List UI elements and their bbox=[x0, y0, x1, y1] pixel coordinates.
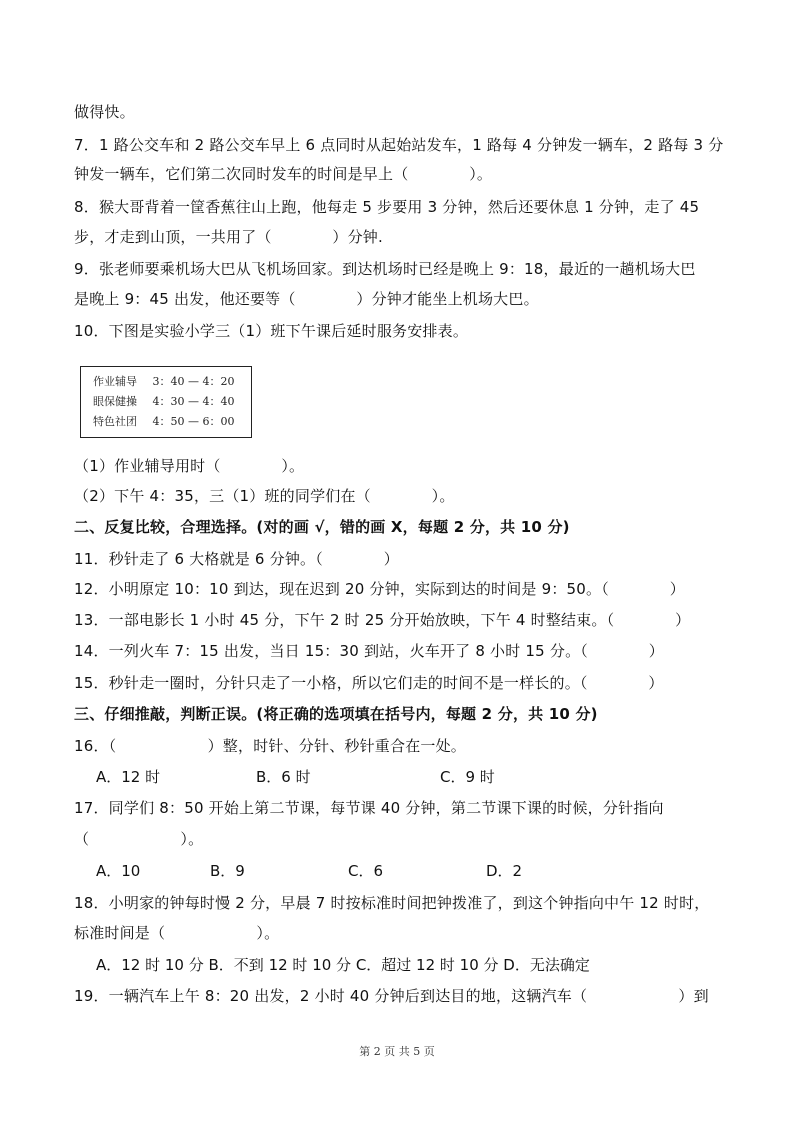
question-18-line-1: 18．小明家的钟每时慢 2 分，早晨 7 时按标准时间把钟拨准了，到这个钟指向中午 12 时时， bbox=[74, 894, 710, 912]
question-17-line-1: 17．同学们 8：50 开始上第二节课，每节课 40 分钟，第二节课下课的时候，分针指向 bbox=[74, 799, 664, 817]
question-17-line-2: （ ）。 bbox=[74, 830, 204, 848]
schedule-time: 4：30 — 4：40 bbox=[152, 395, 235, 408]
option-b: B．9 bbox=[210, 862, 245, 880]
section-2-heading: 二、反复比较，合理选择。(对的画 √，错的画 X，每题 2 分，共 10 分) bbox=[74, 518, 570, 536]
schedule-row bbox=[93, 395, 234, 409]
question-10-part-1: （1）作业辅导用时（ ）。 bbox=[74, 457, 305, 475]
schedule-table bbox=[80, 366, 252, 438]
question-9-line-2: 是晚上 9：45 出发，他还要等（ ）分钟才能坐上机场大巴。 bbox=[74, 290, 539, 308]
question-14: 14．一列火车 7：15 出发，当日 15：30 到站，火车开了 8 小时 15 分。（ ） bbox=[74, 642, 664, 660]
question-9-line-1: 9．张老师要乘机场大巴从飞机场回家。到达机场时已经是晚上 9：18，最近的一趟机场大巴 bbox=[74, 260, 696, 278]
question-8-line-1: 8．猴大哥背着一筐香蕉往山上跑，他每走 5 步要用 3 分钟，然后还要休息 1 分钟，走了 45 bbox=[74, 198, 700, 216]
question-18-line-2: 标准时间是（ ）。 bbox=[74, 924, 280, 942]
question-16: 16．（ ）整，时针、分针、秒针重合在一处。 bbox=[74, 737, 466, 755]
schedule-activity: 眼保健操 bbox=[93, 395, 137, 408]
question-12: 12．小明原定 10：10 到达，现在迟到 20 分钟，实际到达的时间是 9：50。（ ） bbox=[74, 580, 685, 598]
question-15: 15．秒针走一圈时，分针只走了一小格，所以它们走的时间不是一样长的。（ ） bbox=[74, 674, 664, 692]
page-footer: 第 2 页 共 5 页 bbox=[359, 1045, 435, 1058]
question-19-line-1: 19．一辆汽车上午 8：20 出发，2 小时 40 分钟后到达目的地，这辆汽车（ ）到 bbox=[74, 987, 709, 1005]
schedule-row bbox=[93, 415, 234, 429]
question-7-line-1: 7．1 路公交车和 2 路公交车早上 6 点同时从起始站发车，1 路每 4 分钟发一辆车，2 路每 3 分 bbox=[74, 136, 724, 154]
option-b: B．6 时 bbox=[256, 768, 311, 786]
schedule-time: 4：50 — 6：00 bbox=[152, 415, 235, 428]
option-a: A．10 bbox=[96, 862, 141, 880]
schedule-row bbox=[93, 375, 234, 389]
question-13: 13．一部电影长 1 小时 45 分，下午 2 时 25 分开始放映，下午 4 时整结束。（ ） bbox=[74, 611, 691, 629]
option-d: D．2 bbox=[486, 862, 523, 880]
question-18-options: A．12 时 10 分 B．不到 12 时 10 分 C．超过 12 时 10 分 D．无法确定 bbox=[96, 956, 590, 974]
option-a: A．12 时 bbox=[96, 768, 161, 786]
schedule-time: 3：40 — 4：20 bbox=[152, 375, 235, 388]
option-c: C．9 时 bbox=[440, 768, 495, 786]
question-11: 11．秒针走了 6 大格就是 6 分钟。（ ） bbox=[74, 550, 399, 568]
schedule-activity: 作业辅导 bbox=[93, 375, 137, 388]
question-8-line-2: 步，才走到山顶，一共用了（ ）分钟. bbox=[74, 228, 383, 246]
question-7-line-2: 钟发一辆车，它们第二次同时发车的时间是早上（ ）。 bbox=[74, 165, 493, 183]
option-c: C．6 bbox=[348, 862, 384, 880]
text-line: 做得快。 bbox=[74, 103, 135, 121]
schedule-activity: 特色社团 bbox=[93, 415, 137, 428]
section-3-heading: 三、仔细推敲，判断正误。(将正确的选项填在括号内，每题 2 分，共 10 分) bbox=[74, 705, 598, 723]
question-10: 10．下图是实验小学三（1）班下午课后延时服务安排表。 bbox=[74, 322, 469, 340]
question-10-part-2: （2）下午 4：35，三（1）班的同学们在（ ）。 bbox=[74, 487, 455, 505]
